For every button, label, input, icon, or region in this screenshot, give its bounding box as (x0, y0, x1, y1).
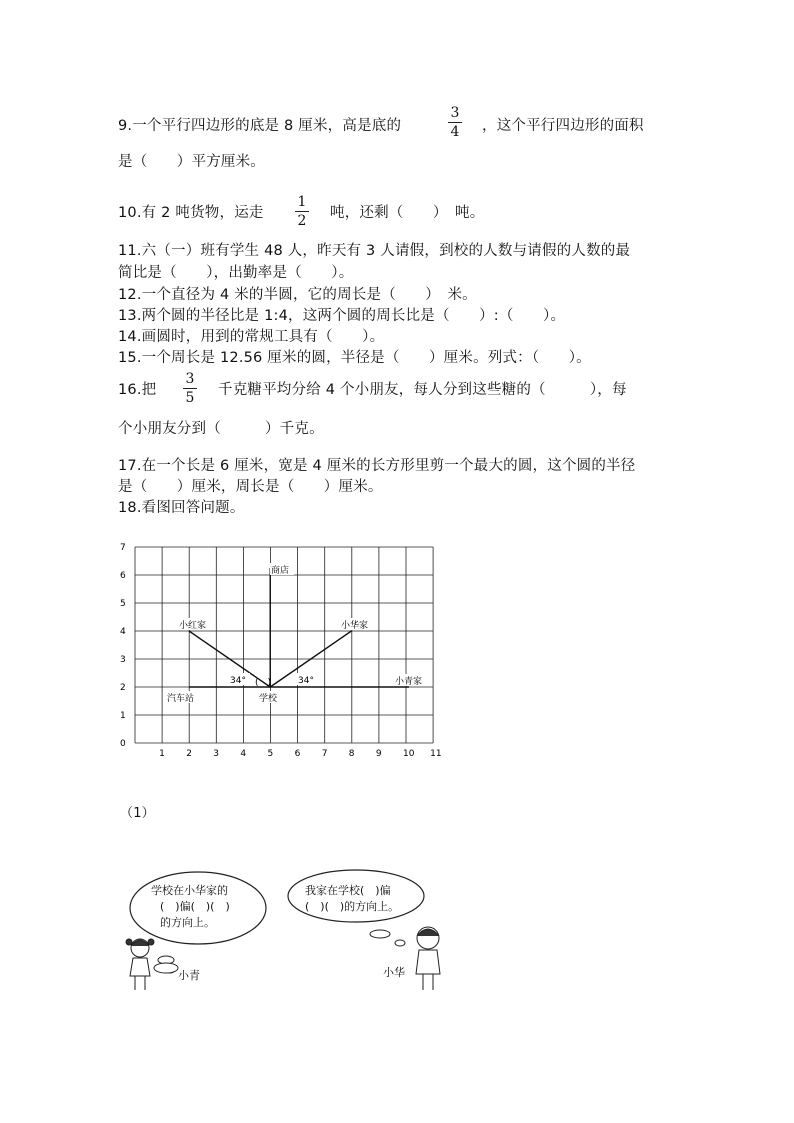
q13-text: 13.两个圆的半径比是 1:4，这两个圆的周长比是（ ）:（ ）。 (118, 308, 566, 324)
q10-fraction (294, 193, 310, 230)
q16-text-a: 16.把 (118, 382, 157, 398)
q17-text-a: 17.在一个长是 6 厘米，宽是 4 厘米的长方形里剪一个最大的圆，这个圆的半径 (118, 458, 636, 474)
q14-text: 14.画圆时，用到的常规工具有（ ）。 (118, 329, 385, 345)
bubble-right-line2: ( )( )的方向上。 (305, 900, 400, 913)
q9-frac-num: 3 (450, 105, 460, 121)
place-labels (166, 563, 432, 704)
y-tick-label: 2 (120, 683, 126, 693)
q10-frac-den: 2 (297, 213, 307, 229)
y-tick-label: 7 (120, 543, 126, 553)
q9-frac-den: 4 (450, 124, 460, 140)
q12-text: 12.一个直径为 4 米的半圆，它的周长是（ ） 米。 (118, 287, 477, 303)
q11-text-b: 简比是（ ），出勤率是（ ）。 (118, 265, 354, 281)
q16-text-b: 千克糖平均分给 4 个小朋友，每人分到这些糖的（ ），每 (218, 382, 627, 398)
q11-text-a: 11.六（一）班有学生 48 人，昨天有 3 人请假，到校的人数与请假的人数的最 (118, 243, 631, 259)
q9-text-c: 是（ ）平方厘米。 (118, 154, 265, 170)
q9-text-b: ，这个平行四边形的面积 (482, 118, 644, 134)
x-tick-label: 8 (348, 749, 355, 759)
q10-frac-num: 1 (297, 194, 307, 210)
q16-frac-num: 3 (185, 371, 195, 387)
label-angle-paren: ( ) (255, 678, 272, 688)
y-tick-label: 5 (120, 599, 126, 609)
y-tick-label: 6 (120, 571, 126, 581)
grid-lines (135, 547, 433, 743)
q17-text-b: 是（ ）厘米，周长是（ ）厘米。 (118, 479, 383, 495)
x-tick-label: 6 (294, 749, 301, 759)
q16-text-c: 个小朋友分到（ ）千克。 (118, 421, 324, 437)
q16-fraction (182, 370, 198, 407)
name-xiaohua: 小华 (383, 966, 405, 979)
label-angle-right: 34° (298, 676, 314, 686)
bubble-left-line1: 学校在小华家的 (151, 884, 228, 897)
x-tick-label: 7 (321, 749, 328, 759)
q9-text-a: 9.一个平行四边形的底是 8 厘米，高是底的 (118, 118, 402, 134)
bubble-left-line2: ( )偏( )( ) (160, 900, 230, 913)
sub-question-1: （1） (120, 806, 155, 821)
x-tick-label: 9 (375, 749, 382, 759)
bubble-left-line3: 的方向上。 (160, 916, 215, 929)
label-angle-left: 34° (230, 676, 246, 686)
y-tick-label: 1 (120, 711, 126, 721)
x-tick-label: 3 (213, 749, 220, 759)
boy-figure (416, 927, 440, 990)
name-xiaoqing: 小青 (178, 969, 200, 982)
label-school: 学校 (259, 694, 278, 704)
q10-text-b: 吨，还剩（ ） 吨。 (330, 205, 485, 221)
q10-text-a: 10.有 2 吨货物，运走 (118, 205, 264, 221)
y-tick-label: 4 (120, 627, 126, 637)
q15-text: 15.一个周长是 12.56 厘米的圆，半径是（ ）厘米。列式：（ ）。 (118, 350, 591, 366)
y-tick-label: 3 (120, 655, 126, 665)
x-tick-label: 11 (430, 749, 442, 759)
y-tick-label: 0 (120, 739, 126, 749)
label-shop: 商店 (271, 566, 290, 576)
x-tick-label: 5 (267, 749, 274, 759)
x-tick-label: 2 (186, 749, 192, 759)
label-xiaoqing: 小青家 (395, 677, 423, 687)
q9-fraction (447, 104, 463, 141)
bubble-right-line1: 我家在学校( )偏 (305, 884, 391, 897)
q18-text: 18.看图回答问题。 (118, 500, 245, 516)
x-tick-label: 4 (240, 749, 247, 759)
girl-figure (126, 939, 154, 990)
x-tick-label: 10 (403, 749, 415, 759)
label-xiaohong: 小红家 (179, 621, 207, 631)
label-xiaohua: 小华家 (341, 621, 369, 631)
q16-frac-den: 5 (185, 390, 195, 406)
x-tick-label: 1 (159, 749, 165, 759)
coordinate-grid-figure (112, 542, 442, 762)
q9-line1 (118, 114, 401, 135)
label-bus-station: 汽车站 (167, 694, 195, 704)
